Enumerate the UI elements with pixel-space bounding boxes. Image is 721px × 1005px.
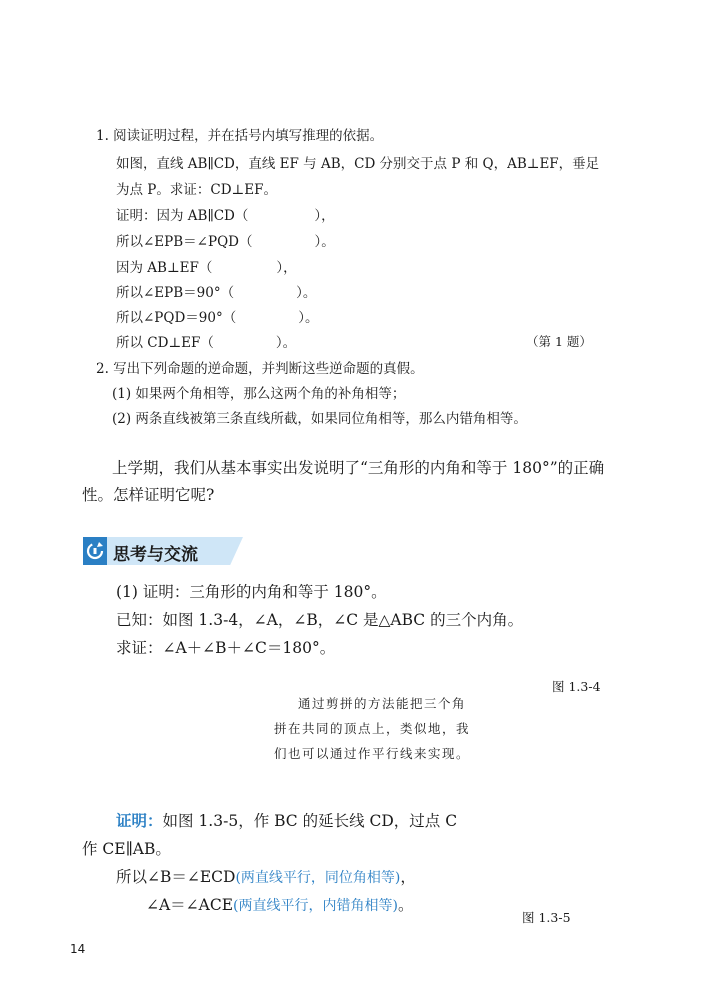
proof-step-3-text: 因为 AB⊥EF（ [116,260,213,276]
figure-caption-1-3-4: 图 1.3-4 [552,679,601,694]
proof-step-5 [116,306,318,326]
intro-paragraph: 上学期，我们从基本事实出发说明了“三角形的内角和等于 180°”的正确 [112,459,605,477]
exercise-1-statement: 如图，直线 AB∥CD，直线 EF 与 AB，CD 分别交于点 P 和 Q，AB⊥EF，垂足 [116,156,600,172]
proof-line-4-end: 。 [397,896,414,914]
exercise-2-item-2: (2) 两条直线被第三条直线所截，如果同位角相等，那么内错角相等。 [112,411,527,427]
given-statement: 已知：如图 1.3-4，∠A，∠B，∠C 是△ABC 的三个内角。 [116,611,524,629]
proof-step-3 [116,256,297,276]
proof-step-1-close: ）， [314,208,335,224]
proof-line-4-text: ∠A＝∠ACE [146,896,234,914]
hint-line-3: 们也可以通过作平行线来实现。 [274,746,471,761]
proof-line-3 [116,865,416,887]
proof-reason-2: (两直线平行，内错角相等) [233,898,398,914]
section-title: 思考与交流 [113,545,198,565]
intro-paragraph-cont: 性。怎样证明它呢? [82,486,215,504]
hint-line-2: 拼在共同的顶点上，类似地，我 [274,721,471,736]
exercise-2-prompt: 2. 写出下列命题的逆命题，并判断这些逆命题的真假。 [96,361,424,377]
proof-line-3-end: ， [400,868,416,886]
proof-label: 证明： [116,811,163,830]
exercise-2-item-1: (1) 如果两个角相等，那么这两个角的补角相等； [112,386,406,402]
refresh-icon [83,537,107,565]
proof-step-6-text: 所以 CD⊥EF（ [116,335,214,351]
proof-step-5-close: ）。 [298,310,319,326]
page-number: 14 [70,942,86,956]
exercise-1-statement-cont: 为点 P。求证：CD⊥EF。 [116,182,277,198]
proof-line-1-text: 如图 1.3-5，作 BC 的延长线 CD，过点 C [162,812,458,830]
proof-step-2 [116,230,335,250]
proof-step-6 [116,331,296,351]
exercise-1-prompt: 1. 阅读证明过程，并在括号内填写推理的依据。 [96,128,384,144]
banner-badge [83,537,107,565]
proof-step-6-close: ）。 [275,335,297,351]
proof-step-4-close: ）。 [296,285,317,301]
hint-line-1: 通过剪拼的方法能把三个角 [298,696,467,711]
proof-reason-1: (两直线平行，同位角相等) [235,870,401,886]
proof-step-4 [116,281,316,301]
section-banner [83,537,243,565]
proof-step-1 [116,204,335,224]
proof-step-1-text: 证明：因为 AB∥CD（ [116,208,249,224]
proof-step-4-text: 所以∠EPB＝90°（ [116,285,235,301]
proof-line-2: 作 CE∥AB。 [82,840,171,858]
figure-caption-exercise-1: （第 1 题） [526,334,592,349]
proof-step-5-text: 所以∠PQD＝90°（ [116,310,237,326]
proof-line-4 [146,893,414,915]
proof-step-2-close: ）。 [314,234,335,250]
proof-step-2-text: 所以∠EPB＝∠PQD（ [116,234,253,250]
proof-line-1 [116,809,457,831]
figure-caption-1-3-5: 图 1.3-5 [522,910,571,925]
prove-statement: 求证：∠A＋∠B＋∠C＝180°。 [116,639,336,657]
think-item-1: (1) 证明：三角形的内角和等于 180°。 [116,583,387,601]
proof-line-3-text: 所以∠B＝∠ECD [116,868,236,886]
proof-step-3-close: ）， [276,260,297,276]
